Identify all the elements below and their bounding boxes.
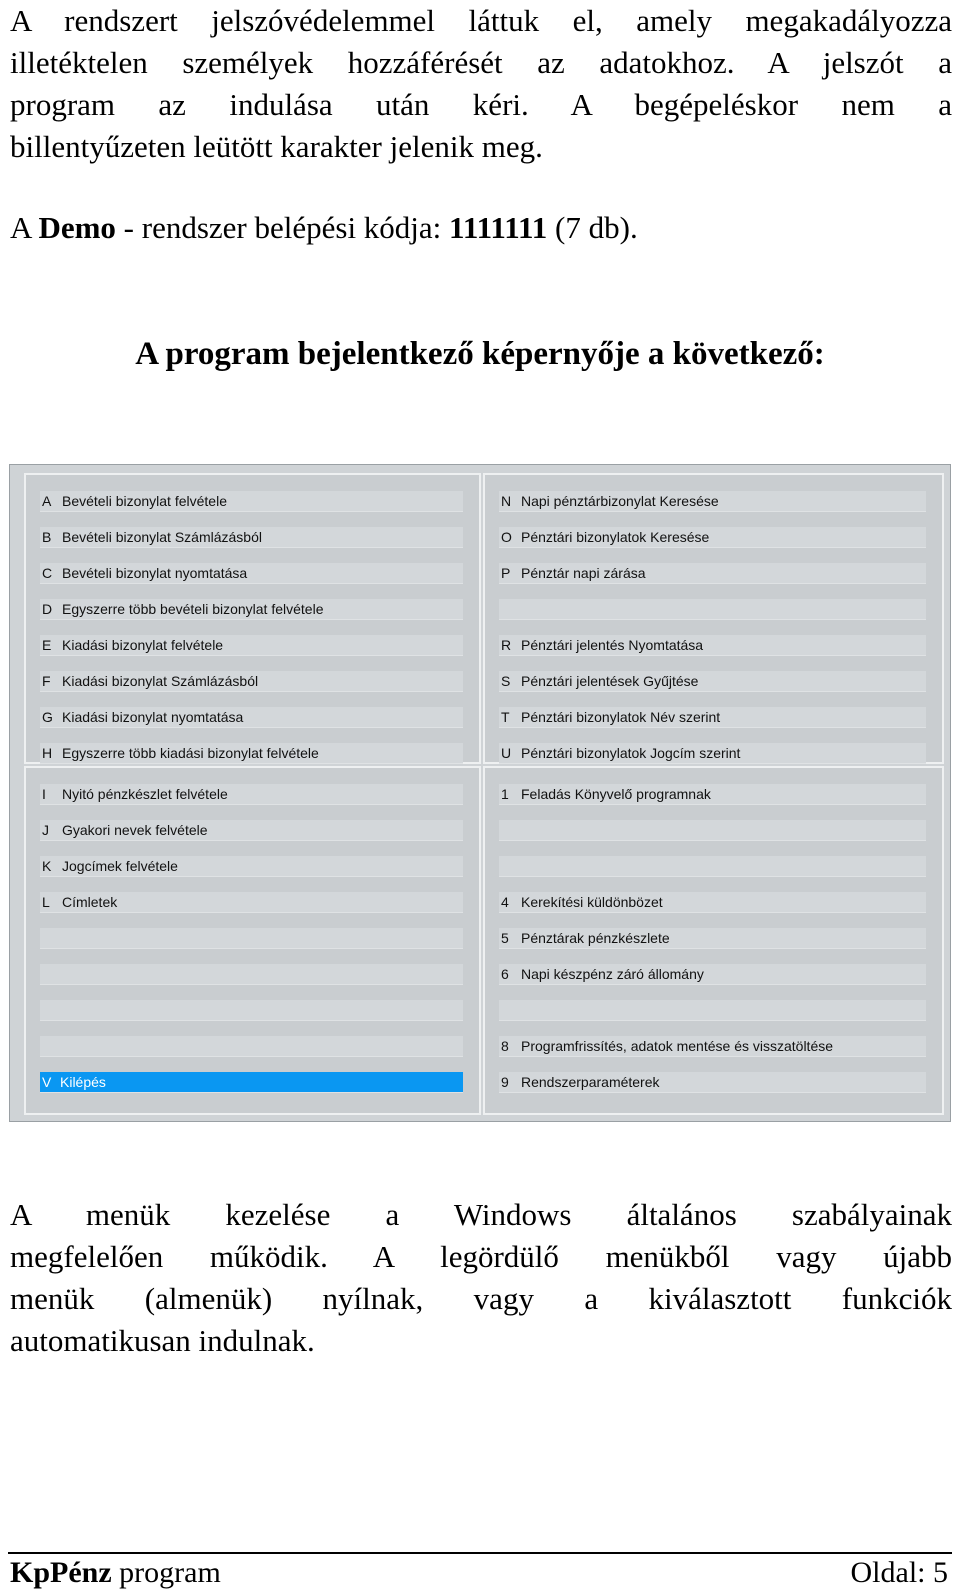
menu-item-label: Címletek xyxy=(62,894,118,910)
intro-line: A rendszert jelszóvédelemmel láttuk el, amely megakadályozza xyxy=(10,3,952,38)
menu-item-empty xyxy=(40,1000,463,1021)
demo-middle: - rendszer belépési kódja: xyxy=(115,210,450,245)
menu-item-key: H xyxy=(42,745,53,761)
menu-item-k[interactable] xyxy=(40,856,463,877)
menu-item-u[interactable] xyxy=(499,743,926,764)
menu-item-empty xyxy=(499,820,926,841)
menu-panel-right-bottom xyxy=(483,766,944,1115)
menu-item-key: S xyxy=(501,673,511,689)
menu-list xyxy=(499,784,926,1108)
menu-item-empty xyxy=(499,1000,926,1021)
page-number: Oldal: 5 xyxy=(850,1556,948,1589)
menu-item-key: I xyxy=(42,786,46,802)
menu-item-label: Pénztári bizonylatok Keresése xyxy=(521,529,710,545)
menu-item-label: Bevételi bizonylat felvétele xyxy=(62,493,227,509)
menu-list xyxy=(499,491,926,779)
menu-item-label: Egyszerre több kiadási bizonylat felvétele xyxy=(62,745,319,761)
menu-item-o[interactable] xyxy=(499,527,926,548)
menu-item-c[interactable] xyxy=(40,563,463,584)
menu-list xyxy=(40,784,463,1108)
menu-item-8[interactable] xyxy=(499,1036,926,1057)
outro-line: A menük kezelése a Windows általános szabályainak xyxy=(10,1197,952,1232)
menu-item-v[interactable] xyxy=(40,1072,463,1093)
menu-item-g[interactable] xyxy=(40,707,463,728)
login-menu-screenshot xyxy=(9,464,951,1122)
intro-paragraph xyxy=(10,0,952,168)
demo-suffix: (7 db). xyxy=(547,210,638,245)
menu-item-empty xyxy=(499,599,926,620)
menu-item-t[interactable] xyxy=(499,707,926,728)
menu-item-b[interactable] xyxy=(40,527,463,548)
menu-item-e[interactable] xyxy=(40,635,463,656)
outro-line: megfelelően működik. A legördülő menükből vagy újabb xyxy=(10,1239,952,1274)
menu-item-label: Bevételi bizonylat Számlázásból xyxy=(62,529,262,545)
menu-item-label: Jogcímek felvétele xyxy=(62,858,178,874)
menu-item-a[interactable] xyxy=(40,491,463,512)
outro-line: automatikusan indulnak. xyxy=(10,1323,315,1358)
menu-panel-left-top xyxy=(24,473,481,764)
menu-item-label: Kilépés xyxy=(60,1074,106,1090)
menu-panel-left-bottom xyxy=(24,766,481,1115)
menu-item-label: Napi pénztárbizonylat Keresése xyxy=(521,493,719,509)
footer-brand: KpPénz xyxy=(10,1556,112,1589)
demo-prefix: A xyxy=(10,210,39,245)
menu-item-label: Pénztári bizonylatok Név szerint xyxy=(521,709,721,725)
menu-item-key: D xyxy=(42,601,53,617)
section-heading: A program bejelentkező képernyője a következő: xyxy=(135,336,825,372)
intro-line: illetéktelen személyek hozzáférését az adatokhoz. A jelszót a xyxy=(10,45,952,80)
menu-item-5[interactable] xyxy=(499,928,926,949)
menu-item-key: E xyxy=(42,637,52,653)
footer-title xyxy=(10,1555,221,1591)
menu-item-empty xyxy=(40,1036,463,1057)
outro-paragraph xyxy=(10,1194,952,1362)
menu-item-label: Egyszerre több bevételi bizonylat felvétele xyxy=(62,601,324,617)
menu-item-h[interactable] xyxy=(40,743,463,764)
demo-name: Demo xyxy=(38,210,116,245)
menu-item-d[interactable] xyxy=(40,599,463,620)
menu-item-key: L xyxy=(42,894,50,910)
menu-item-empty xyxy=(40,964,463,985)
menu-item-key: N xyxy=(501,493,512,509)
menu-item-empty xyxy=(40,928,463,949)
menu-item-label: Kiadási bizonylat nyomtatása xyxy=(62,709,244,725)
menu-item-label: Programfrissítés, adatok mentése és visszatöltése xyxy=(521,1038,834,1054)
menu-item-key: 6 xyxy=(501,966,509,982)
menu-list xyxy=(40,491,463,779)
menu-item-label: Pénztárak pénzkészlete xyxy=(521,930,670,946)
menu-item-n[interactable] xyxy=(499,491,926,512)
menu-item-key: B xyxy=(42,529,52,545)
menu-item-label: Kiadási bizonylat felvétele xyxy=(62,637,224,653)
menu-item-label: Nyitó pénzkészlet felvétele xyxy=(62,786,228,802)
menu-item-label: Feladás Könyvelő programnak xyxy=(521,786,711,802)
menu-item-p[interactable] xyxy=(499,563,926,584)
menu-item-label: Napi készpénz záró állomány xyxy=(521,966,704,982)
menu-item-label: Pénztári bizonylatok Jogcím szerint xyxy=(521,745,741,761)
menu-item-key: V xyxy=(42,1074,52,1090)
menu-item-key: R xyxy=(501,637,512,653)
menu-item-key: O xyxy=(501,529,512,545)
menu-item-key: G xyxy=(42,709,53,725)
menu-item-1[interactable] xyxy=(499,784,926,805)
footer-brand-suffix: program xyxy=(111,1556,221,1589)
menu-item-i[interactable] xyxy=(40,784,463,805)
menu-item-key: 5 xyxy=(501,930,509,946)
menu-item-key: C xyxy=(42,565,53,581)
menu-item-key: U xyxy=(501,745,512,761)
intro-line: program az indulása után kéri. A begépeléskor nem a xyxy=(10,87,952,122)
menu-item-key: 1 xyxy=(501,786,509,802)
intro-line: billentyűzeten leütött karakter jelenik meg. xyxy=(10,129,543,164)
menu-item-label: Kerekítési küldönbözet xyxy=(521,894,663,910)
menu-item-label: Gyakori nevek felvétele xyxy=(62,822,208,838)
menu-item-key: 4 xyxy=(501,894,509,910)
menu-item-key: 8 xyxy=(501,1038,509,1054)
menu-item-f[interactable] xyxy=(40,671,463,692)
menu-item-label: Pénztár napi zárása xyxy=(521,565,646,581)
menu-item-key: K xyxy=(42,858,52,874)
outro-line: menük (almenük) nyílnak, vagy a kiválasztott funkciók xyxy=(10,1281,952,1316)
menu-item-key: F xyxy=(42,673,51,689)
menu-item-key: J xyxy=(42,822,49,838)
menu-item-9[interactable] xyxy=(499,1072,926,1093)
menu-item-j[interactable] xyxy=(40,820,463,841)
footer-divider xyxy=(8,1552,952,1554)
menu-item-label: Bevételi bizonylat nyomtatása xyxy=(62,565,248,581)
menu-item-6[interactable] xyxy=(499,964,926,985)
demo-code-paragraph xyxy=(10,207,952,249)
menu-item-key: A xyxy=(42,493,52,509)
menu-item-s[interactable] xyxy=(499,671,926,692)
menu-panel-right-top xyxy=(483,473,944,764)
menu-item-empty xyxy=(499,856,926,877)
menu-item-r[interactable] xyxy=(499,635,926,656)
menu-item-label: Kiadási bizonylat Számlázásból xyxy=(62,673,259,689)
menu-item-label: Pénztári jelentések Gyűjtése xyxy=(521,673,699,689)
menu-item-key: 9 xyxy=(501,1074,509,1090)
menu-item-label: Rendszerparaméterek xyxy=(521,1074,660,1090)
menu-item-l[interactable] xyxy=(40,892,463,913)
demo-code: 1111111 xyxy=(449,210,548,245)
menu-item-label: Pénztári jelentés Nyomtatása xyxy=(521,637,704,653)
menu-item-4[interactable] xyxy=(499,892,926,913)
menu-item-key: P xyxy=(501,565,511,581)
menu-item-key: T xyxy=(501,709,510,725)
